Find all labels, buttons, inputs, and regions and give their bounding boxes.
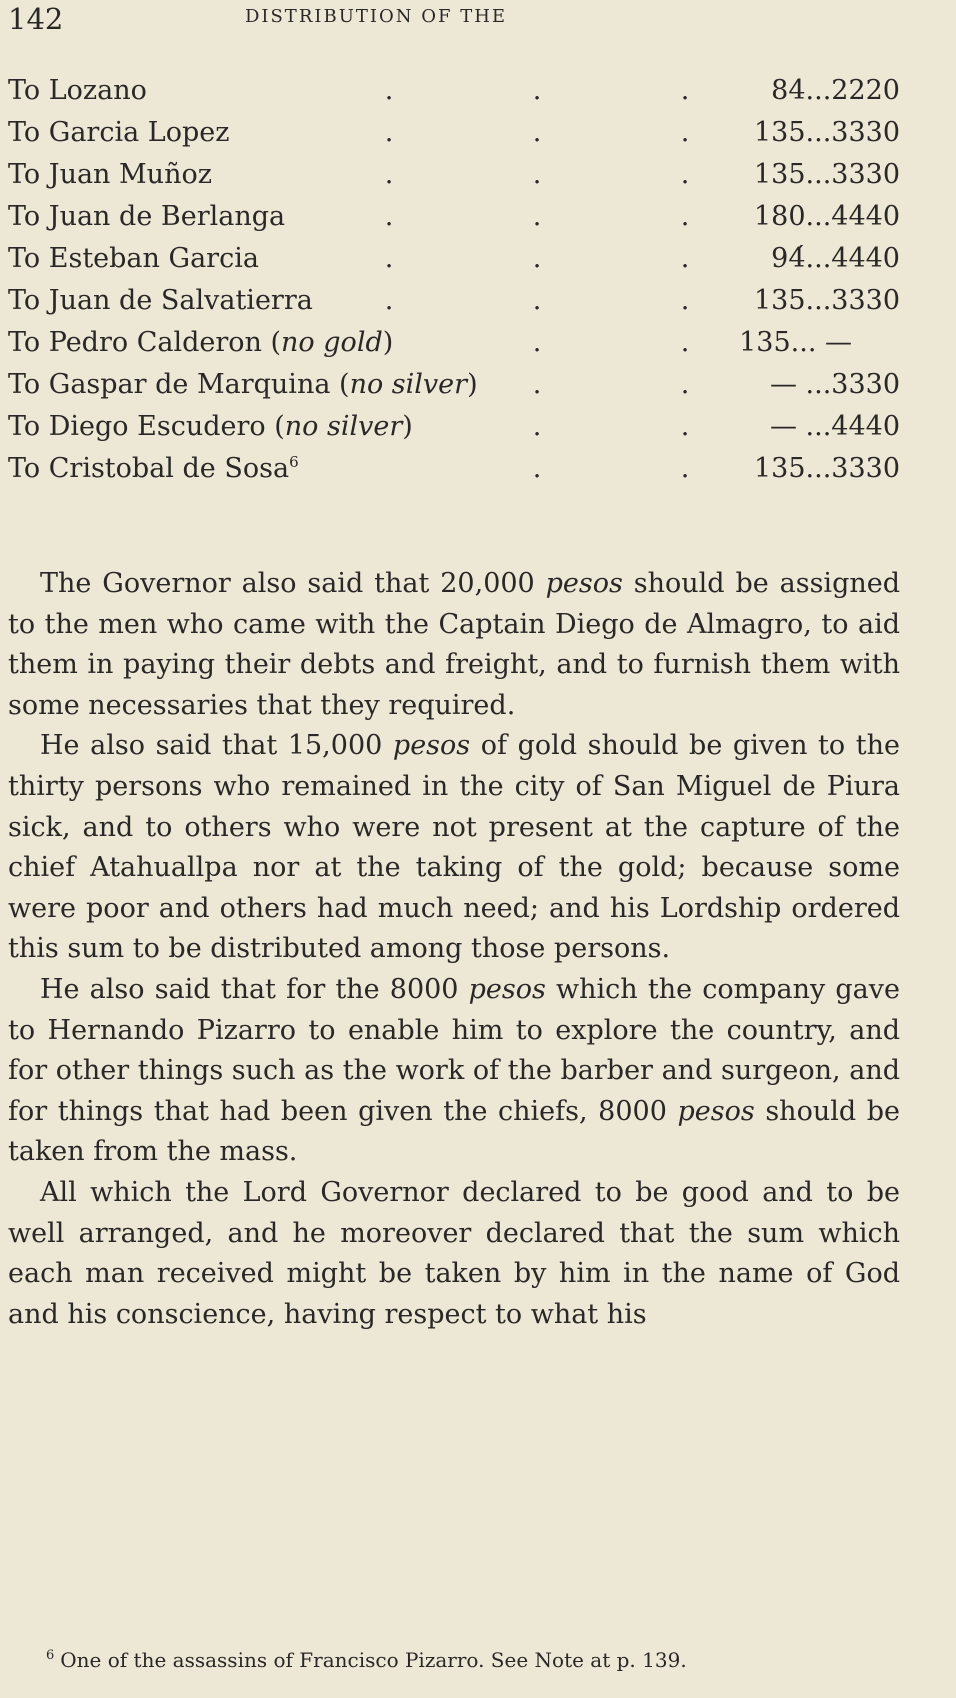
leader-dot: . bbox=[532, 201, 542, 232]
leader-dot: . bbox=[680, 243, 690, 274]
paragraph: The Governor also said that 20,000 pesos should be assigned to the men who came with the Captain Diego de Almagro, to aid them in paying their debts and freight, and to furnish them with some necessaries that they required. bbox=[8, 568, 901, 721]
italic-term: pesos bbox=[468, 973, 546, 1005]
leader-dot: . bbox=[384, 201, 394, 232]
ledger-amount: 180...4440 bbox=[754, 201, 900, 232]
leader-dot: . bbox=[680, 411, 690, 442]
leader-dot: . bbox=[680, 159, 690, 190]
leader-dot: . bbox=[680, 369, 690, 400]
ledger-name-text: To Cristobal de Sosa bbox=[8, 453, 290, 484]
leader-dot: . bbox=[680, 75, 690, 106]
ledger-name-text: To Gaspar de Marquina bbox=[8, 369, 331, 400]
italic-term: pesos bbox=[392, 730, 471, 762]
italic-term: pesos bbox=[545, 568, 623, 599]
paragraph: He also said that 15,000 pesos of gold should be given to the thirty persons who remained in the city of San Miguel de Piura sick, and to others who were not present at the capture of the chief Atahuallpa nor at the taking of the gold; because some were poor and others had much need; and his Lordship ordered this sum to be distributed among those persons. bbox=[8, 730, 900, 965]
ledger-row bbox=[8, 112, 900, 154]
leader-dot: . bbox=[384, 285, 394, 316]
ledger-row bbox=[8, 448, 900, 490]
leader-dot: . bbox=[532, 75, 542, 106]
footnote-reference[interactable]: 6 bbox=[289, 453, 299, 471]
ledger-amount: 135...3330 bbox=[754, 159, 900, 190]
leader-dot: . bbox=[680, 327, 690, 358]
ledger-amount: 84...2220 bbox=[771, 75, 900, 106]
ledger-row bbox=[8, 322, 900, 364]
distribution-ledger bbox=[8, 70, 900, 490]
running-title: DISTRIBUTION OF THE bbox=[244, 6, 508, 27]
ledger-name: To Juan de Salvatierra bbox=[8, 285, 313, 316]
ledger-name: To Juan Muñoz bbox=[8, 159, 212, 190]
footnote-text: One of the assassins of Francisco Pizarro. See Note at p. 139. bbox=[60, 1648, 687, 1672]
ledger-amount: 135...3330 bbox=[754, 453, 900, 484]
leader-dot: . bbox=[680, 453, 690, 484]
footnote bbox=[46, 1646, 926, 1674]
leader-dot: . bbox=[680, 285, 690, 316]
leader-dot: . bbox=[532, 369, 542, 400]
paragraph: He also said that for the 8000 pesos which the company gave to Hernando Pizarro to enable him to explore the country, and for other things such as the work of the barber and surgeon, and for things that had been given the chiefs, 8000 pesos should be taken from the mass. bbox=[8, 973, 900, 1168]
ledger-amount: 135...3330 bbox=[754, 285, 900, 316]
ledger-name: To Pedro Calderon (no gold) bbox=[8, 327, 394, 358]
ledger-row bbox=[8, 364, 900, 406]
leader-dot: . bbox=[384, 159, 394, 190]
paragraph: All which the Lord Governor declared to be good and to be well arranged, and he moreover declared that the sum which each man received might be taken by him in the name of God and his conscience, having respect to what his bbox=[8, 1176, 900, 1330]
leader-dot: . bbox=[680, 117, 690, 148]
leader-dot: . bbox=[384, 75, 394, 106]
ledger-name: To Garcia Lopez bbox=[8, 117, 230, 148]
leader-dot: . bbox=[532, 117, 542, 148]
ledger-note: no silver bbox=[349, 369, 468, 400]
page-number: 142 bbox=[8, 2, 64, 36]
ledger-name: To Gaspar de Marquina (no silver) bbox=[8, 369, 478, 400]
ledger-name-text: To Diego Escudero bbox=[8, 411, 266, 442]
ledger-note: no gold bbox=[281, 327, 383, 358]
ledger-name: To Diego Escudero (no silver) bbox=[8, 411, 413, 442]
ledger-name: To Esteban Garcia bbox=[8, 243, 259, 274]
ledger-name bbox=[8, 448, 299, 490]
ledger-amount: — ...4440 bbox=[769, 411, 900, 442]
leader-dot: . bbox=[532, 159, 542, 190]
ledger-row bbox=[8, 196, 900, 238]
running-head bbox=[8, 2, 900, 42]
ledger-name: To Juan de Berlanga bbox=[8, 201, 286, 232]
leader-dot: . bbox=[532, 285, 542, 316]
leader-dot: . bbox=[680, 201, 690, 232]
ledger-name: To Lozano bbox=[8, 75, 147, 106]
ledger-row bbox=[8, 280, 900, 322]
ledger-note: no silver bbox=[284, 411, 403, 442]
leader-dot: . bbox=[532, 411, 542, 442]
ledger-amount: 94́...4440 bbox=[771, 243, 900, 274]
ledger-row bbox=[8, 406, 900, 448]
body-text bbox=[8, 564, 900, 1335]
ledger-name-text: To Pedro Calderon bbox=[8, 327, 262, 358]
leader-dot: . bbox=[384, 243, 394, 274]
leader-dot: . bbox=[532, 327, 542, 358]
leader-dot: . bbox=[384, 117, 394, 148]
leader-dot: . bbox=[532, 453, 542, 484]
ledger-row bbox=[8, 70, 900, 112]
ledger-amount: — ...3330 bbox=[769, 369, 900, 400]
ledger-row bbox=[8, 238, 900, 280]
footnote-mark: 6 bbox=[46, 1648, 55, 1664]
ledger-row bbox=[8, 154, 900, 196]
italic-term: pesos bbox=[677, 1095, 755, 1127]
ledger-amount: 135... — bbox=[739, 327, 852, 358]
leader-dot: . bbox=[532, 243, 542, 274]
ledger-amount: 135...3330 bbox=[754, 117, 900, 148]
